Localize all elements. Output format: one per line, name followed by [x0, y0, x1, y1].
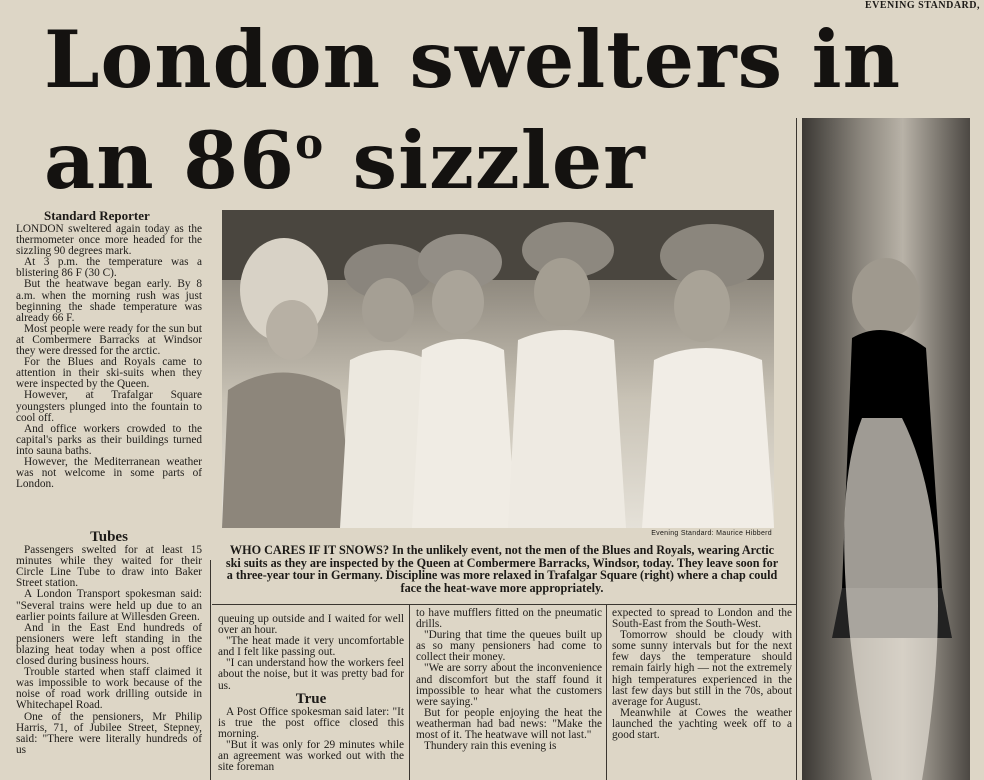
paragraph: "During that time the queues built up as so many pensioners had come to collect their money.	[416, 629, 602, 664]
headline-line-2-prefix: an 86	[44, 114, 296, 207]
photo-caption: WHO CARES IF IT SNOWS? In the unlikely event, not the men of the Blues and Royals, wearing Arctic ski suits as they are inspected by the Queen at Combermere Barracks, Windsor, today. They leave soon for a three-year tour in Germany. Discipline was more relaxed in Trafalgar Square (right) where a chap could face the heat-wave more appropriately.	[225, 543, 779, 595]
article-column-2	[218, 614, 404, 780]
photo-credit: Evening Standard: Maurice Hibberd	[651, 530, 772, 537]
paragraph: "We are sorry about the inconvenience and discomfort but the staff found it impossible to hear what the customers were saying."	[416, 662, 602, 708]
article-column-1	[16, 224, 202, 554]
queen-face	[266, 300, 318, 360]
paragraph: For the Blues and Royals came to attention in their ski-suits when they were inspected by the Queen.	[16, 356, 202, 391]
paragraph: One of the pensioners, Mr Philip Harris, 71, of Jubilee Street, Stepney, said: "There were literally hundreds of us	[16, 710, 202, 756]
headline-line-2-suffix: sizzler	[324, 114, 646, 207]
paragraph: queuing up outside and I waited for well over an hour.	[218, 614, 404, 637]
fountain-photo	[802, 118, 970, 780]
paragraph: "But it was only for 29 minutes while an agreement was worked out with the site foreman	[218, 739, 404, 774]
paragraph: A Post Office spokesman said later: "It is true the post office closed this morning.	[218, 705, 404, 740]
article-column-4	[612, 608, 792, 780]
article-column-1-continued	[16, 530, 202, 780]
degree-sign: o	[295, 119, 325, 168]
paragraph: Most people were ready for the sun but at Combermere Barracks at Windsor they were dressed for the arctic.	[16, 322, 202, 358]
paragraph: But for people enjoying the heat the weatherman had bad news: "Make the most of it. The heatwave will not last."	[416, 706, 602, 742]
boy-head	[852, 258, 920, 338]
column-rule	[409, 604, 410, 780]
byline: Standard Reporter	[44, 208, 150, 223]
paragraph: And in the East End hundreds of pensioners were left standing in the blazing heat today when a post office closed during business hours.	[16, 621, 202, 668]
paragraph: At 3 p.m. the temperature was a blistering 86 F (30 C).	[16, 256, 202, 280]
paragraph: Tomorrow should be cloudy with some sunny intervals but for the next few days the temperature should remain fairly high — not the extremely high temperatures experienced in the last few days but still in the 70s, about average for August.	[612, 629, 792, 708]
paragraph: expected to spread to London and the South-East from the South-West.	[612, 608, 792, 631]
headline-line-1: London swelters in	[44, 13, 902, 106]
fountain-photo-illustration	[802, 118, 970, 780]
column-rule	[796, 118, 797, 780]
masthead: EVENING STANDARD,	[865, 0, 980, 11]
paragraph: Thundery rain this evening is	[424, 740, 557, 753]
paragraph: "I can understand how the workers feel about the noise, but it was pretty bad for us.	[218, 657, 404, 692]
paragraph: But the heatwave began early. By 8 a.m. when the morning rush was just beginning the shade temperature was already 66 F.	[16, 278, 202, 324]
main-photo-illustration	[222, 210, 774, 528]
paragraph: A London Transport spokesman said: "Several trains were held up due to an earlier points failure at Willesden Green.	[16, 588, 202, 623]
column-rule	[210, 560, 211, 780]
paragraph: Passengers swelted for at least 15 minutes while they waited for their Circle Line Tube to draw into Baker Street station.	[16, 544, 202, 590]
paragraph: "The heat made it very uncomfortable and I felt like passing out.	[218, 635, 404, 659]
paragraph: Trouble started when staff claimed it was impossible to work because of the noise of road work drilling outside in Whitechapel Road.	[16, 666, 202, 712]
paragraph: However, at Trafalgar Square youngsters plunged into the fountain to cool off.	[16, 389, 202, 424]
paragraph: And office workers crowded to the capital's parks as their buildings turned into sauna baths.	[16, 422, 202, 457]
queen-dress	[222, 373, 354, 529]
main-photo	[222, 210, 774, 528]
paragraph: However, the Mediterranean weather was not welcome in some parts of London.	[16, 455, 202, 491]
article-column-3	[416, 608, 602, 780]
paragraph: Meanwhile at Cowes the weather launched the yachting week off to a good start.	[612, 706, 792, 742]
subhead-true: True	[295, 690, 327, 707]
paragraph: LONDON sweltered again today as the thermometer once more headed for the sizzling 90 degrees mark.	[16, 224, 202, 258]
subhead-tubes: Tubes	[90, 530, 128, 545]
caption-rule	[212, 604, 796, 605]
column-rule	[606, 604, 607, 780]
paragraph: to have mufflers fitted on the pneumatic drills.	[416, 608, 602, 631]
